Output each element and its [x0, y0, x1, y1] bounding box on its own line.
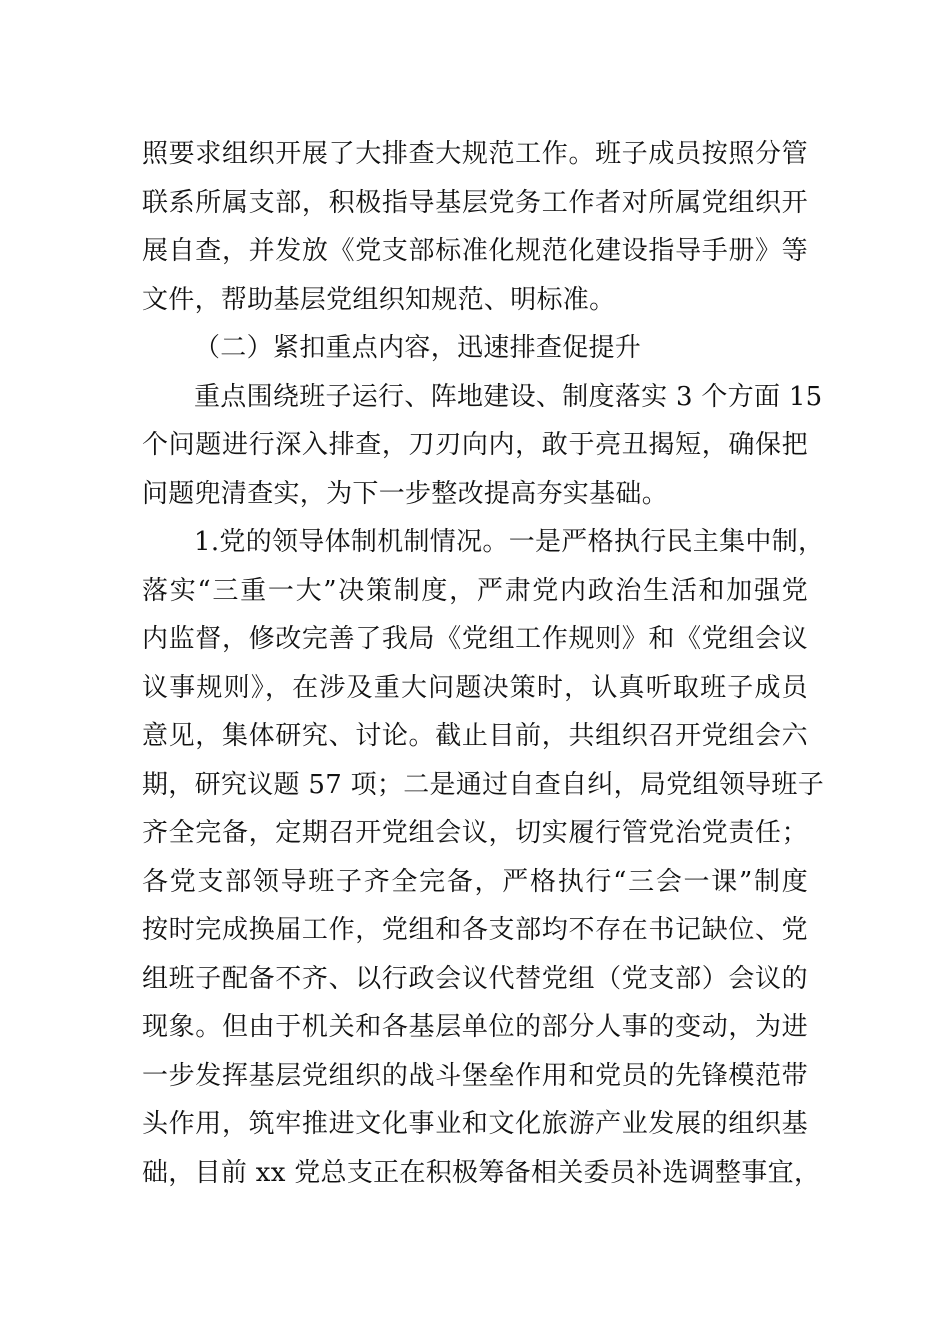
text-line: 现象。但由于机关和各基层单位的部分人事的变动，为进: [142, 1012, 808, 1042]
text-line: 问题兜清查实，为下一步整改提高夯实基础。: [142, 478, 669, 509]
text-line: 内监督，修改完善了我局《党组工作规则》和《党组会议: [142, 624, 808, 654]
document-body: [142, 130, 825, 1197]
text-line: 落实“三重一大”决策制度，严肃党内政治生活和加强党: [142, 575, 808, 606]
text-line: 齐全完备，定期召开党组会议，切实履行管党治党责任；: [142, 818, 808, 848]
text-line: 展自查，并发放《党支部标准化规范化建设指导手册》等: [142, 236, 808, 266]
text-line: 一步发挥基层党组织的战斗堡垒作用和党员的先锋模范带: [142, 1060, 808, 1091]
section-heading: [142, 324, 808, 373]
text-line: 议事规则》，在涉及重大问题决策时，认真听取班子成员: [142, 672, 808, 703]
text-line: 1.党的领导体制机制情况。一是严格执行民主集中制，: [194, 527, 825, 557]
text-line: 头作用，筑牢推进文化事业和文化旅游产业发展的组织基: [142, 1109, 808, 1139]
paragraph: [142, 130, 808, 324]
text-line: 联系所属支部，积极指导基层党务工作者对所属党组织开: [142, 187, 808, 218]
text-line: 按时完成换届工作，党组和各支部均不存在书记缺位、党: [142, 915, 808, 945]
text-line: 意见，集体研究、讨论。截止目前，共组织召开党组会六: [142, 721, 808, 751]
text-line: 重点围绕班子运行、阵地建设、制度落实 3 个方面 15: [194, 381, 823, 412]
text-line: 础，目前 xx 党总支正在积极筹备相关委员补选调整事宜，: [142, 1157, 821, 1188]
text-line: 个问题进行深入排查，刀刃向内，敢于亮丑揭短，确保把: [142, 430, 808, 460]
text-line: 组班子配备不齐、以行政会议代替党组（党支部）会议的: [142, 963, 808, 994]
text-line: 文件，帮助基层党组织知规范、明标准。: [142, 284, 616, 315]
text-line: 照要求组织开展了大排查大规范工作。班子成员按照分管: [142, 139, 808, 169]
paragraph: [142, 518, 825, 1197]
text-line: 各党支部领导班子齐全完备，严格执行“三会一课”制度: [142, 866, 808, 897]
paragraph: [142, 373, 823, 519]
heading-text: （二）紧扣重点内容，迅速排查促提升: [194, 333, 642, 363]
text-line: 期，研究议题 57 项；二是通过自查自纠，局党组领导班子: [142, 769, 825, 800]
